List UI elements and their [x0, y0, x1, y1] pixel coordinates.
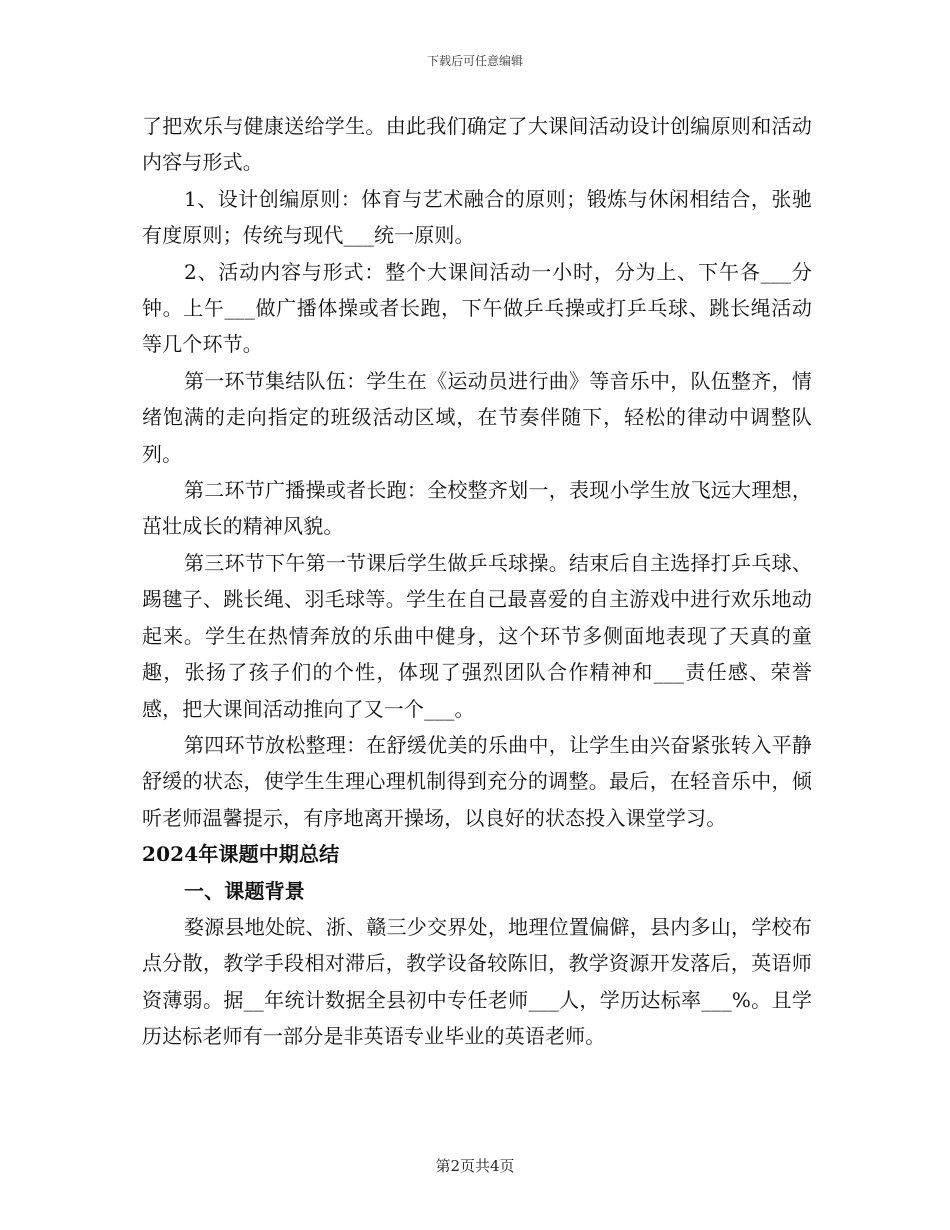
section-heading: 一、课题背景	[184, 878, 305, 903]
paragraph: 第三环节下午第一节课后学生做乒乓球操。结束后自主选择打乒乓球、踢毽子、跳长绳、羽毛球等。学生在自己最喜爱的自主游戏中进行欢乐地动起来。学生在热情奔放的乐曲中健身，这个环节多侧面地表现了天真的童趣，张扬了孩子们的个性，体现了强烈团队合作精神和___责任感、荣誉感，把大课间活动推向了又一个___。	[142, 550, 812, 721]
page-footer: 第2页共4页	[435, 1157, 515, 1175]
paragraph: 2、活动内容与形式：整个大课间活动一小时，分为上、下午各___分钟。上午___做广播体操或者长跑，下午做乒乓操或打乒乓球、跳长绳活动等几个环节。	[142, 259, 812, 357]
paragraph: 婺源县地处皖、浙、赣三少交界处，地理位置偏僻，县内多山，学校布点分散，教学手段相对滞后，教学设备较陈旧，教学资源开发落后，英语师资薄弱。据__年统计数据全县初中专任老师___人，学历达标率___%。且学历达标老师有一部分是非英语专业毕业的英语老师。	[142, 914, 812, 1049]
page-header: 下载后可任意编辑	[426, 54, 523, 68]
paragraph: 了把欢乐与健康送给学生。由此我们确定了大课间活动设计创编原则和活动内容与形式。	[142, 114, 812, 175]
paragraph: 1、设计创编原则：体育与艺术融合的原则；锻炼与休闲相结合，张驰有度原则；传统与现代___统一原则。	[142, 186, 812, 248]
paragraph: 第四环节放松整理：在舒缓优美的乐曲中，让学生由兴奋紧张转入平静舒缓的状态，使学生生理心理机制得到充分的调整。最后，在轻音乐中，倾听老师温馨提示，有序地离开操场，以良好的状态投入课堂学习。	[142, 732, 812, 830]
section-title: 2024年课题中期总结	[142, 842, 340, 867]
paragraph: 第一环节集结队伍：学生在《运动员进行曲》等音乐中，队伍整齐，情绪饱满的走向指定的班级活动区域，在节奏伴随下，轻松的律动中调整队列。	[142, 368, 812, 466]
document-body	[142, 108, 812, 1055]
paragraph: 第二环节广播操或者长跑：全校整齐划一，表现小学生放飞远大理想，茁壮成长的精神风貌。	[142, 478, 812, 539]
